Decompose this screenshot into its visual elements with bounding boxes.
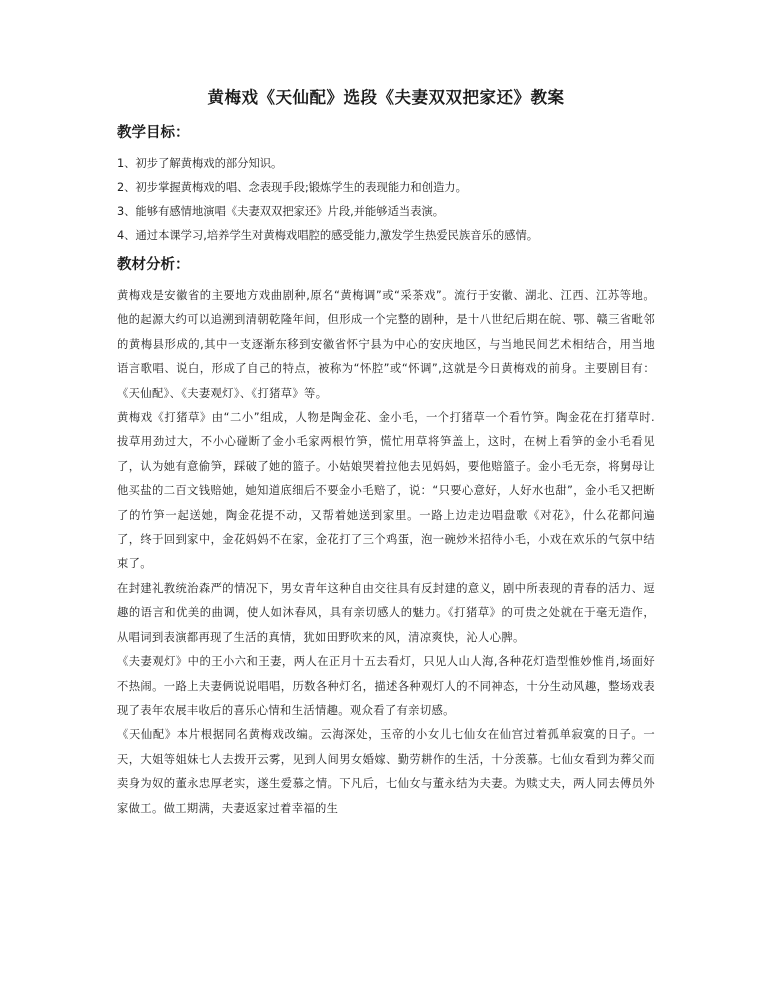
document-page (117, 84, 655, 821)
teaching-goal-item: 3、能够有感情地演唱《夫妻双双把家还》片段,并能够适当表演。 (117, 205, 445, 218)
teaching-goals-heading: 教学目标： (117, 125, 190, 141)
analysis-paragraph: 《夫妻观灯》中的王小六和王妻，两人在正月十五去看灯，只见人山人海,各种花灯造型惟妙惟肖,场面好不热闹。一路上夫妻俩说说唱唱，历数各种灯名，描述各种观灯人的不同神态，十分生动风趣，整场戏表现了表年农展丰收后的喜乐心情和生活情趣。观众看了有亲切感。 (117, 655, 655, 717)
material-analysis-heading: 教材分析： (117, 257, 190, 273)
analysis-paragraph: 在封建礼教统治森严的情况下，男女青年这种自由交往具有反封建的意义，剧中所表现的青春的活力、逗趣的语言和优美的曲调，使人如沐春风，具有亲切感人的魅力。《打猪草》的可贵之处就在于毫无造作，从唱词到表演都再现了生活的真情，犹如田野吹来的风，清凉爽快，沁人心脾。 (117, 581, 655, 644)
analysis-paragraph: 《天仙配》本片根据同名黄梅戏改编。云海深处，玉帝的小女儿七仙女在仙宫过着孤单寂寞的日子。一天，大姐等姐妹七人去拨开云雾，见到人间男女婚嫁、勤劳耕作的生活，十分羡慕。七仙女看到为葬父而卖身为奴的董永忠厚老实，遂生爱慕之情。下凡后，七仙女与董永结为夫妻。为赎丈夫，两人同去傅员外家做工。做工期满，夫妻返家过着幸福的生 (117, 728, 655, 815)
teaching-goals-list (117, 152, 655, 248)
teaching-goal-item: 2、初步掌握黄梅戏的唱、念表现手段;锻炼学生的表现能力和创造力。 (117, 181, 467, 194)
teaching-goal-item: 4、通过本课学习,培养学生对黄梅戏唱腔的感受能力,激发学生热爱民族音乐的感情。 (117, 229, 539, 242)
analysis-paragraph: 黄梅戏是安徽省的主要地方戏曲剧种,原名“黄梅调”或“采茶戏”。流行于安徽、湖北、江西、江苏等地。他的起源大约可以追溯到清朝乾隆年间，但形成一个完整的剧种，是十八世纪后期在皖、鄂、赣三省毗邻的黄梅县形成的,其中一支逐渐东移到安徽省怀宁县为中心的安庆地区，与当地民间艺术相结合，用当地语言歌唱、说白，形成了自己的特点，被称为“怀腔”或“怀调”,这就是今日黄梅戏的前身。主要剧目有：《天仙配》、《夫妻观灯》、《打猪草》等。 (117, 289, 655, 400)
document-title: 黄梅戏《天仙配》选段《夫妻双双把家还》教案 (207, 88, 565, 107)
analysis-paragraph: 黄梅戏《打猪草》由“二小”组成，人物是陶金花、金小毛，一个打猪草一个看竹笋。陶金花在打猪草时.拔草用劲过大，不小心碰断了金小毛家两根竹笋，慌忙用草将笋盖上，这时，在树上看笋的金小毛看见了，认为她有意偷笋，踩破了她的篮子。小姑娘哭着拉他去见妈妈，要他赔篮子。金小毛无奈，将舅母让他买盐的二百文钱赔她，她知道底细后不要金小毛赔了，说：“只要心意好，人好水也甜”，金小毛又把断了的竹笋一起送她，陶金花提不动，又帮着她送到家里。一路上边走边唱盘歌《对花》，什么花都问遍了，终于回到家中，金花妈妈不在家，金花打了三个鸡蛋，泡一碗炒米招待小毛，小戏在欢乐的气氛中结束了。 (117, 411, 655, 571)
teaching-goal-item: 1、初步了解黄梅戏的部分知识。 (117, 157, 283, 170)
